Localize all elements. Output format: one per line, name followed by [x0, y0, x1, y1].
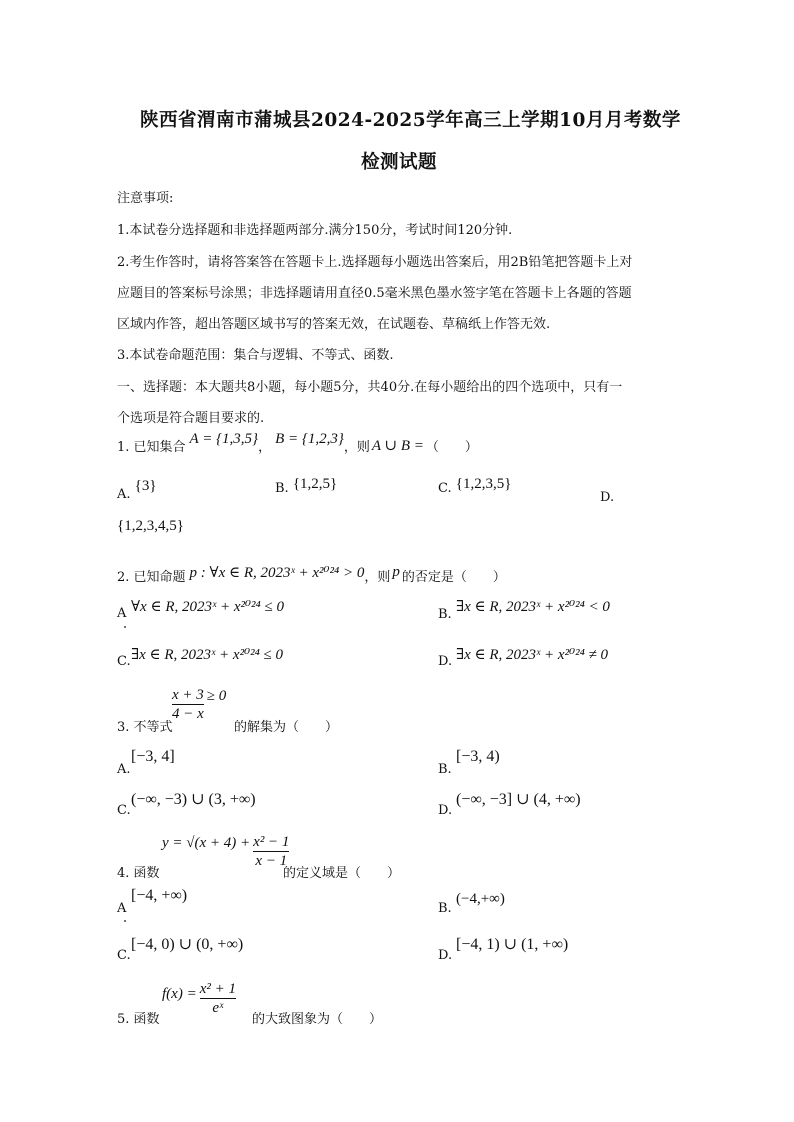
- q1-option-b: [275, 476, 338, 497]
- q2-option-c-value: ∃x ∈ R, 2023ˣ + x²⁰²⁴ ≤ 0: [131, 647, 284, 663]
- q5-function: [162, 980, 236, 1017]
- q1-union-expr: A ∪ B =: [371, 438, 424, 454]
- q2-p: p: [392, 564, 400, 580]
- q1-option-a-label: A.: [117, 487, 131, 502]
- notice-item-2-end: 区域内作答，超出答题区域书写的答案无效，在试题卷、草稿纸上作答无效.: [117, 317, 551, 332]
- q3-option-b-label: B.: [438, 762, 452, 777]
- q1-set-b: B = {1,2,3}: [275, 431, 344, 447]
- stray-dot: [124, 920, 126, 922]
- q1-option-c-label: C.: [438, 481, 452, 496]
- q5-numerator: x² + 1: [199, 981, 236, 997]
- q2-option-a-value: ∀x ∈ R, 2023ˣ + x²⁰²⁴ ≤ 0: [131, 599, 284, 615]
- q1-option-c-value: {1,2,3,5}: [455, 476, 512, 492]
- q3-option-b-value: [−3, 4): [456, 748, 500, 765]
- q3-option-c-label: C.: [117, 803, 131, 818]
- q3-option-c-value: (−∞, −3) ∪ (3, +∞): [131, 791, 256, 808]
- q4-numerator: x² − 1: [253, 834, 290, 850]
- q1-option-b-value: {1,2,5}: [292, 476, 338, 492]
- q3-relation: ≥ 0: [206, 688, 227, 704]
- q1-set-a: A = {1,3,5}: [189, 431, 259, 447]
- q4-option-a-label: A: [117, 901, 127, 916]
- page-title-line2: 检测试题: [361, 152, 438, 173]
- q1-option-d-label: D.: [600, 490, 615, 505]
- q2-option-b-value: ∃x ∈ R, 2023ˣ + x²⁰²⁴ < 0: [456, 599, 610, 615]
- q4-option-b-label: B.: [438, 901, 452, 916]
- q1-option-b-label: B.: [275, 481, 289, 496]
- q4-option-d-label: D.: [438, 948, 453, 963]
- q4-suffix: 的定义域是（ ）: [283, 866, 401, 881]
- q3-option-d-label: D.: [438, 803, 453, 818]
- q5-denominator: eˣ: [212, 1000, 224, 1016]
- q2-option-d-value: ∃x ∈ R, 2023ˣ + x²⁰²⁴ ≠ 0: [456, 647, 609, 663]
- q1-option-a: [117, 478, 157, 503]
- q1-sep: ，: [258, 440, 272, 455]
- notice-item-3: 3.本试卷命题范围：集合与逻辑、不等式、函数.: [117, 348, 394, 363]
- question-2-stem: [117, 566, 506, 585]
- q2-proposition: p : ∀x ∈ R, 2023ˣ + x²⁰²⁴ > 0: [189, 565, 365, 581]
- q3-denominator: 4 − x: [172, 706, 204, 722]
- q3-option-a-value: [−3, 4]: [131, 748, 175, 765]
- q3-option-a-label: A.: [117, 762, 131, 777]
- q2-option-c-label: C.: [117, 654, 131, 669]
- q2-mid: ，则: [364, 570, 391, 585]
- q3-prefix: 3. 不等式: [117, 720, 173, 735]
- q5-prefix: 5. 函数: [117, 1012, 160, 1027]
- q4-option-b-value: (−4,+∞): [456, 891, 505, 907]
- q2-option-b-label: B.: [438, 607, 452, 622]
- q4-option-a-value: [−4, +∞): [131, 887, 188, 904]
- q4-function: [162, 833, 289, 870]
- section-header-line1: 一、选择题：本大题共8小题，每小题5分，共40分.在每小题给出的四个选项中，只有一: [117, 380, 623, 395]
- q4-prefix: 4. 函数: [117, 866, 160, 881]
- q3-inequality: [172, 686, 226, 723]
- q4-option-c-value: [−4, 0) ∪ (0, +∞): [131, 936, 244, 953]
- q3-numerator: x + 3: [172, 687, 204, 703]
- q1-option-a-value: {3}: [134, 478, 157, 494]
- q5-fraction: [200, 980, 236, 1017]
- notice-item-1: 1.本试卷分选择题和非选择题两部分.满分150分，考试时间120分钟.: [117, 223, 513, 238]
- q4-option-c-label: C.: [117, 948, 131, 963]
- page-title-line1: 陕西省渭南市蒲城县2024-2025学年高三上学期10月月考数学: [140, 110, 681, 131]
- q4-denominator: x − 1: [255, 853, 288, 869]
- q1-prefix: 1. 已知集合: [117, 440, 186, 455]
- notice-item-2: 2.考生作答时，请将答案答在答题卡上.选择题每小题选出答案后，用2B铅笔把答题卡上对: [117, 255, 633, 270]
- q1-option-c: [438, 476, 512, 497]
- q3-suffix: 的解集为（ ）: [234, 720, 339, 735]
- q2-option-a-label: A: [117, 606, 127, 621]
- q5-suffix: 的大致图象为（ ）: [252, 1012, 383, 1027]
- question-1-stem: [117, 431, 478, 455]
- q1-answer-paren: （ ）: [425, 440, 478, 455]
- q1-mid: ，则: [343, 440, 370, 455]
- q4-lhs: y = √(x + 4) +: [162, 835, 251, 851]
- q4-option-d-value: [−4, 1) ∪ (1, +∞): [456, 936, 569, 953]
- q2-prefix: 2. 已知命题: [117, 570, 186, 585]
- q2-suffix: 的否定是（ ）: [401, 570, 506, 585]
- stray-dot: [124, 626, 126, 628]
- section-header-line2: 个选项是符合题目要求的.: [117, 411, 265, 426]
- notice-heading: 注意事项:: [117, 191, 174, 206]
- q3-option-d-value: (−∞, −3] ∪ (4, +∞): [456, 791, 581, 808]
- q1-option-d-value: {1,2,3,4,5}: [117, 518, 184, 534]
- q3-fraction: [172, 686, 204, 723]
- q2-option-d-label: D.: [438, 654, 453, 669]
- notice-item-2-cont: 应题目的答案标号涂黑；非选择题请用直径0.5毫米黑色墨水签字笔在答题卡上各题的答题: [117, 286, 632, 301]
- q5-lhs: f(x) =: [162, 986, 197, 1002]
